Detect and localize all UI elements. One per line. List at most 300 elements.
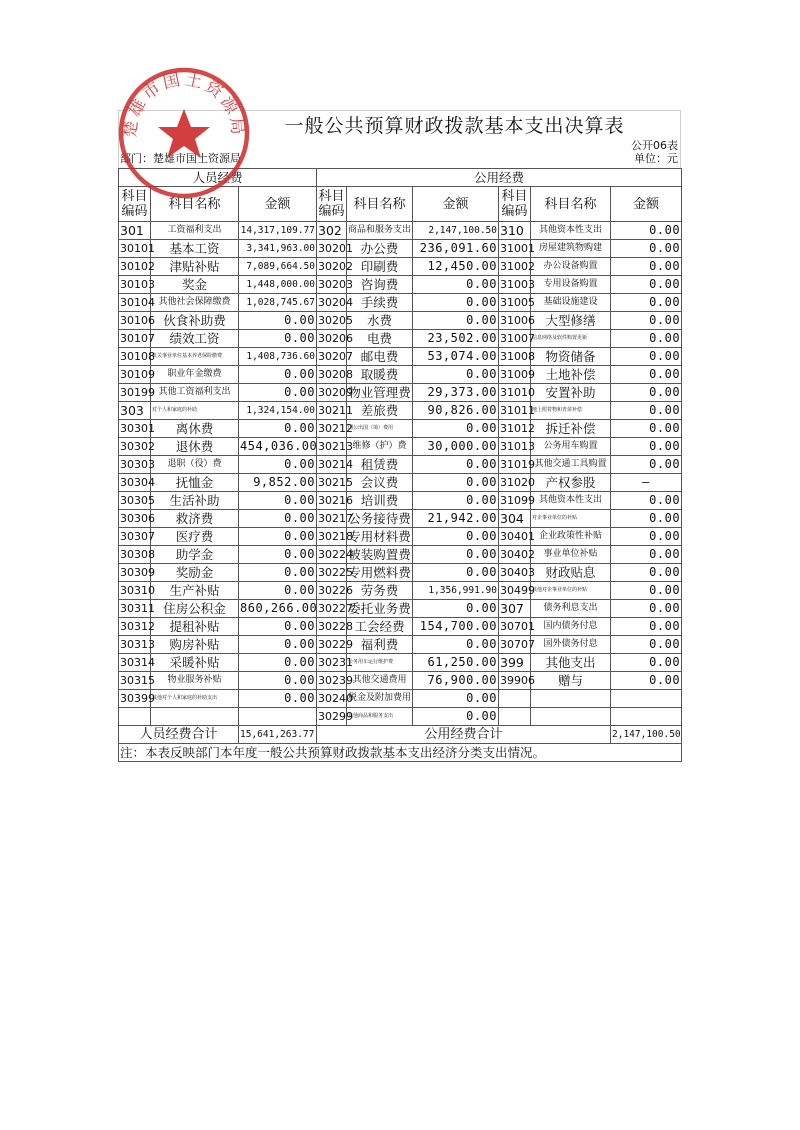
subject-name: 企业政策性补贴 <box>531 528 611 546</box>
subject-name: 赠与 <box>531 672 611 690</box>
name-header: 科目名称 <box>151 187 239 222</box>
subject-name: 印刷费 <box>347 258 413 276</box>
subject-amount: 0.00 <box>611 438 682 456</box>
subject-name: 事业单位补贴 <box>531 546 611 564</box>
subject-name: 抚恤金 <box>151 474 239 492</box>
table-row <box>119 564 682 582</box>
subject-amount: 0.00 <box>611 564 682 582</box>
subject-name: 奖励金 <box>151 564 239 582</box>
subject-name: 其他社会保障缴费 <box>151 294 239 312</box>
subject-code: 31009 <box>499 366 531 384</box>
subject-name: 信息网络及软件购置更新 <box>531 330 611 348</box>
subject-name: 咨询费 <box>347 276 413 294</box>
subject-code: 30101 <box>119 240 151 258</box>
seal-text: 楚雄市国土资源局 <box>120 69 248 139</box>
subject-code: 30215 <box>317 474 347 492</box>
subject-name: 水费 <box>347 312 413 330</box>
subject-name: 物业服务补贴 <box>151 672 239 690</box>
subject-amount: 29,373.00 <box>413 384 499 402</box>
table-row <box>119 456 682 474</box>
subject-amount: 7,089,664.50 <box>239 258 317 276</box>
subject-code: 30302 <box>119 438 151 456</box>
subject-name: 绩效工资 <box>151 330 239 348</box>
subject-code: 30305 <box>119 492 151 510</box>
subject-code: 31013 <box>499 438 531 456</box>
subject-amount: 0.00 <box>611 582 682 600</box>
table-row <box>119 636 682 654</box>
subject-amount: 21,942.00 <box>413 510 499 528</box>
subject-amount: 23,502.00 <box>413 330 499 348</box>
subject-amount: 2,147,100.50 <box>413 222 499 240</box>
subject-code: 31001 <box>499 240 531 258</box>
subject-code: 30103 <box>119 276 151 294</box>
subject-name: 被装购置费 <box>348 547 411 562</box>
subject-amount: 0.00 <box>611 240 682 258</box>
subject-code: 31019 <box>499 456 531 474</box>
personnel-total-amount: 15,641,263.77 <box>239 726 317 744</box>
subject-name: 工资福利支出 <box>151 222 239 240</box>
subject-code: 30206 <box>317 330 347 348</box>
subject-code: 30707 <box>499 636 531 654</box>
subject-name: 其他资本性支出 <box>531 222 611 240</box>
subject-code: 30224 <box>317 546 347 564</box>
subject-amount: 0.00 <box>239 510 317 528</box>
table-row <box>119 474 682 492</box>
table-row <box>119 384 682 402</box>
subject-amount: 0.00 <box>611 294 682 312</box>
subject-name: 手续费 <box>347 294 413 312</box>
subject-code: 30311 <box>119 600 151 618</box>
subject-name: 公务用车运行维护费 <box>347 654 413 672</box>
subject-amount: 0.00 <box>413 564 499 582</box>
subject-code: 30240 <box>317 690 347 708</box>
subject-code: 30108 <box>119 348 151 366</box>
subject-amount: 0.00 <box>413 600 499 618</box>
subject-code: 30204 <box>317 294 347 312</box>
subject-code: 30216 <box>317 492 347 510</box>
subject-code: 30499 <box>499 582 531 600</box>
subject-name <box>531 708 611 726</box>
subject-name: 租赁费 <box>347 456 413 474</box>
subject-name: 劳务费 <box>347 582 413 600</box>
subject-code: 30218 <box>317 528 347 546</box>
personnel-total-label: 人员经费合计 <box>119 726 239 744</box>
subject-code: 31020 <box>499 474 531 492</box>
subject-name: 物资储备 <box>531 348 611 366</box>
subject-code: 31005 <box>499 294 531 312</box>
personnel-header: 人员经费 <box>119 169 317 187</box>
subject-amount: 1,408,736.60 <box>239 348 317 366</box>
subject-amount: 14,317,109.77 <box>239 222 317 240</box>
subject-code: 30109 <box>119 366 151 384</box>
official-seal <box>116 65 252 201</box>
amount-header: 金额 <box>611 187 682 222</box>
subject-amount: 0.00 <box>239 528 317 546</box>
subject-code: 30403 <box>499 564 531 582</box>
subject-name: 电费 <box>347 330 413 348</box>
subject-name: 专用材料费 <box>348 529 411 544</box>
subject-code: 30315 <box>119 672 151 690</box>
subject-code: 30307 <box>119 528 151 546</box>
subject-code: 310 <box>499 222 531 240</box>
subject-code: 30217 <box>317 510 347 528</box>
subject-amount: 0.00 <box>413 312 499 330</box>
note-row <box>119 744 682 762</box>
subject-code: 30304 <box>119 474 151 492</box>
subject-amount: 0.00 <box>239 492 317 510</box>
subject-amount: 0.00 <box>413 636 499 654</box>
subject-code <box>499 690 531 708</box>
subject-amount: 0.00 <box>611 672 682 690</box>
subject-name: 国外债务付息 <box>531 636 611 654</box>
subject-amount: 0.00 <box>611 276 682 294</box>
subject-amount: 1,324,154.00 <box>239 402 317 420</box>
subject-amount: 90,826.00 <box>413 402 499 420</box>
subject-amount: 0.00 <box>413 420 499 438</box>
name-header: 科目名称 <box>347 187 413 222</box>
subject-name: 委托业务费 <box>348 601 411 616</box>
subject-amount: 0.00 <box>611 222 682 240</box>
subject-amount: 0.00 <box>239 564 317 582</box>
table-row <box>119 222 682 240</box>
table-row <box>119 330 682 348</box>
subject-code: 30104 <box>119 294 151 312</box>
subject-code: 30107 <box>119 330 151 348</box>
subject-code: 30102 <box>119 258 151 276</box>
subject-code: 30231 <box>317 654 347 672</box>
subject-amount <box>611 690 682 708</box>
subject-name: 生活补助 <box>151 492 239 510</box>
subject-amount: 0.00 <box>413 456 499 474</box>
subject-name: 退职（役）费 <box>151 456 239 474</box>
subject-name: 公务接待费 <box>348 511 411 526</box>
subject-amount: 1,448,000.00 <box>239 276 317 294</box>
table-row <box>119 582 682 600</box>
subject-code: 30399 <box>119 690 151 708</box>
subject-name: 债务利息支出 <box>531 600 611 618</box>
subject-amount: 0.00 <box>611 258 682 276</box>
subject-name: 其他对个人和家庭的补助支出 <box>151 690 239 708</box>
subject-code: 30106 <box>119 312 151 330</box>
subject-amount: 0.00 <box>239 582 317 600</box>
subject-amount: 0.00 <box>413 366 499 384</box>
subject-name: 其他资本性支出 <box>531 492 611 510</box>
subject-amount: 236,091.60 <box>413 240 499 258</box>
subject-code: 30212 <box>317 420 347 438</box>
subject-name: 伙食补助费 <box>151 312 239 330</box>
subject-amount: 0.00 <box>239 546 317 564</box>
subject-amount: 0.00 <box>239 672 317 690</box>
subject-name: 公务用车购置 <box>531 438 611 456</box>
subject-name: 国内债务付息 <box>531 618 611 636</box>
subject-amount: 154,700.00 <box>413 618 499 636</box>
name-header: 科目名称 <box>531 187 611 222</box>
table-row <box>119 276 682 294</box>
subject-amount: 0.00 <box>611 600 682 618</box>
subject-name: 其他商品和服务支出 <box>347 708 413 726</box>
table-row <box>119 546 682 564</box>
subject-amount: 0.00 <box>239 366 317 384</box>
subject-amount: 0.00 <box>413 528 499 546</box>
subject-code: 399 <box>499 654 531 672</box>
table-row <box>119 672 682 690</box>
subject-name: 其他工资福利支出 <box>151 384 239 402</box>
subject-amount: 0.00 <box>611 654 682 672</box>
subject-amount: 0.00 <box>239 312 317 330</box>
subject-amount: 0.00 <box>239 654 317 672</box>
expenditure-table <box>118 168 682 762</box>
subject-code: 31010 <box>499 384 531 402</box>
subject-name: 基础设施建设 <box>531 294 611 312</box>
subject-name: 土地补偿 <box>531 366 611 384</box>
subject-code: 30228 <box>317 618 347 636</box>
subject-amount: 0.00 <box>239 690 317 708</box>
subject-code <box>119 708 151 726</box>
subject-amount: 0.00 <box>413 546 499 564</box>
subject-name <box>531 690 611 708</box>
subject-amount: 3,341,963.00 <box>239 240 317 258</box>
subject-code: 30306 <box>119 510 151 528</box>
subject-code: 30229 <box>317 636 347 654</box>
subject-code: 30701 <box>499 618 531 636</box>
subject-code: 30201 <box>317 240 347 258</box>
subject-name: 会议费 <box>347 474 413 492</box>
subject-amount: 0.00 <box>611 312 682 330</box>
subject-name: 机关事业单位基本养老保险缴费 <box>151 348 239 366</box>
table-row <box>119 510 682 528</box>
code-header: 科目编码 <box>499 187 531 222</box>
subject-name: 津贴补贴 <box>151 258 239 276</box>
subject-code: 31099 <box>499 492 531 510</box>
table-row <box>119 654 682 672</box>
subject-name: 生产补贴 <box>151 582 239 600</box>
table-row <box>119 366 682 384</box>
subject-amount: 0.00 <box>413 276 499 294</box>
subject-amount: 0.00 <box>611 492 682 510</box>
subject-amount: 1,356,991.90 <box>413 582 499 600</box>
subject-name: 差旅费 <box>347 402 413 420</box>
subject-name: 办公费 <box>347 240 413 258</box>
subject-name: 医疗费 <box>151 528 239 546</box>
subject-name: 因公出国（境）费用 <box>347 420 413 438</box>
subject-code: 30213 <box>317 438 347 456</box>
subject-code <box>499 708 531 726</box>
subject-amount: 0.00 <box>611 402 682 420</box>
subject-amount: 0.00 <box>239 384 317 402</box>
subject-amount: 860,266.00 <box>239 600 317 618</box>
subject-name: 奖金 <box>151 276 239 294</box>
subject-code: 30209 <box>317 384 347 402</box>
subject-code: 30308 <box>119 546 151 564</box>
subject-name: 基本工资 <box>151 240 239 258</box>
subject-amount: — <box>611 474 682 492</box>
subject-code: 304 <box>499 510 531 528</box>
table-row <box>119 240 682 258</box>
subject-name: 培训费 <box>347 492 413 510</box>
amount-header: 金额 <box>413 187 499 222</box>
subject-code: 31011 <box>499 402 531 420</box>
subject-name: 产权参股 <box>531 474 611 492</box>
code-header: 科目编码 <box>119 187 151 222</box>
page-title: 一般公共预算财政拨款基本支出决算表 <box>284 115 625 137</box>
subject-name: 商品和服务支出 <box>347 222 413 240</box>
subject-name: 福利费 <box>347 636 413 654</box>
subject-amount: 454,036.00 <box>239 438 317 456</box>
subject-name: 救济费 <box>151 510 239 528</box>
subject-amount: 1,028,745.67 <box>239 294 317 312</box>
subject-code: 30314 <box>119 654 151 672</box>
subject-code: 30227 <box>317 600 347 618</box>
subject-code: 30202 <box>317 258 347 276</box>
subject-amount: 0.00 <box>413 294 499 312</box>
subject-amount: 0.00 <box>611 456 682 474</box>
subject-code: 30205 <box>317 312 347 330</box>
subject-code: 30199 <box>119 384 151 402</box>
subject-code: 302 <box>317 222 347 240</box>
table-row <box>119 258 682 276</box>
table-row <box>119 528 682 546</box>
subject-amount: 0.00 <box>239 420 317 438</box>
subject-code: 30239 <box>317 672 347 690</box>
subject-name: 大型修缮 <box>531 312 611 330</box>
public-total-label: 公用经费合计 <box>317 726 611 744</box>
table-row <box>119 402 682 420</box>
subject-name: 助学金 <box>151 546 239 564</box>
subject-amount: 61,250.00 <box>413 654 499 672</box>
subject-name: 其他交通费用 <box>347 672 413 690</box>
subject-code: 31007 <box>499 330 531 348</box>
subject-name: 提租补贴 <box>151 618 239 636</box>
subject-name: 住房公积金 <box>151 600 239 618</box>
subject-code: 31008 <box>499 348 531 366</box>
subject-code: 31002 <box>499 258 531 276</box>
table-row <box>119 600 682 618</box>
subject-name: 税金及附加费用 <box>347 690 413 708</box>
subject-name: 采暖补贴 <box>151 654 239 672</box>
document <box>118 110 681 762</box>
subject-code: 31012 <box>499 420 531 438</box>
subject-name: 专用燃料费 <box>348 565 411 580</box>
subject-code: 30401 <box>499 528 531 546</box>
public-total-amount: 2,147,100.50 <box>611 726 682 744</box>
table-note: 注：本表反映部门本年度一般公共预算财政拨款基本支出经济分类支出情况。 <box>119 744 682 762</box>
subject-name: 其他交通工具购置 <box>531 456 611 474</box>
subject-amount: 30,000.00 <box>413 438 499 456</box>
table-row <box>119 348 682 366</box>
subject-amount <box>239 708 317 726</box>
subject-amount: 0.00 <box>611 618 682 636</box>
subject-amount: 0.00 <box>611 636 682 654</box>
subject-code: 30312 <box>119 618 151 636</box>
subject-amount: 12,450.00 <box>413 258 499 276</box>
subject-amount: 0.00 <box>413 474 499 492</box>
subject-code: 31003 <box>499 276 531 294</box>
form-number: 公开06表 <box>631 139 678 152</box>
table-row <box>119 312 682 330</box>
subject-code: 39906 <box>499 672 531 690</box>
table-row <box>119 690 682 708</box>
subject-name <box>151 708 239 726</box>
subject-code: 30226 <box>317 582 347 600</box>
subject-name: 地上附着物和青苗补偿 <box>531 402 611 420</box>
subject-name: 购房补贴 <box>151 636 239 654</box>
subject-name: 专用设备购置 <box>531 276 611 294</box>
subject-code: 30309 <box>119 564 151 582</box>
subject-code: 31006 <box>499 312 531 330</box>
subject-name: 安置补助 <box>531 384 611 402</box>
subject-code: 30301 <box>119 420 151 438</box>
subject-name: 离休费 <box>151 420 239 438</box>
subject-amount: 0.00 <box>611 528 682 546</box>
subject-code: 30303 <box>119 456 151 474</box>
subject-name: 对企事业单位的补贴 <box>531 510 611 528</box>
subject-code: 30299 <box>317 708 347 726</box>
subject-code: 30211 <box>317 402 347 420</box>
subject-name: 拆迁补偿 <box>531 420 611 438</box>
subject-amount: 0.00 <box>611 546 682 564</box>
subject-amount: 0.00 <box>611 510 682 528</box>
subject-amount: 0.00 <box>239 636 317 654</box>
totals-row <box>119 726 682 744</box>
subject-code: 30310 <box>119 582 151 600</box>
subject-amount: 53,074.00 <box>413 348 499 366</box>
subject-amount: 0.00 <box>239 330 317 348</box>
subject-amount: 0.00 <box>239 618 317 636</box>
subject-code: 30313 <box>119 636 151 654</box>
subject-amount: 0.00 <box>611 384 682 402</box>
subject-name: 办公设备购置 <box>531 258 611 276</box>
subject-name: 对个人和家庭的补助 <box>151 402 239 420</box>
seal-star-icon <box>158 109 210 158</box>
public-header: 公用经费 <box>317 169 682 187</box>
table-row <box>119 420 682 438</box>
subject-amount: 0.00 <box>413 708 499 726</box>
subject-code: 30208 <box>317 366 347 384</box>
subject-name: 财政贴息 <box>531 564 611 582</box>
subject-amount: 0.00 <box>611 348 682 366</box>
subject-code: 301 <box>119 222 151 240</box>
subject-name: 工会经费 <box>347 618 413 636</box>
unit-label: 单位：元 <box>634 152 678 165</box>
subject-amount: 9,852.00 <box>239 474 317 492</box>
subject-amount: 0.00 <box>611 420 682 438</box>
subject-name: 取暖费 <box>347 366 413 384</box>
subject-code: 30214 <box>317 456 347 474</box>
amount-header: 金额 <box>239 187 317 222</box>
subject-amount: 0.00 <box>413 690 499 708</box>
subject-code: 30207 <box>317 348 347 366</box>
table-row <box>119 618 682 636</box>
table-row <box>119 294 682 312</box>
subject-name: 职业年金缴费 <box>151 366 239 384</box>
subject-code: 30225 <box>317 564 347 582</box>
subject-code: 30402 <box>499 546 531 564</box>
subject-amount: 76,900.00 <box>413 672 499 690</box>
department-label: 部门：楚雄市国土资源局 <box>120 152 241 165</box>
subject-amount: 0.00 <box>611 366 682 384</box>
subject-name: 其他支出 <box>531 654 611 672</box>
subject-code: 307 <box>499 600 531 618</box>
subject-amount <box>611 708 682 726</box>
subject-name: 物业管理费 <box>348 385 411 400</box>
subject-code: 30203 <box>317 276 347 294</box>
subject-name: 退休费 <box>151 438 239 456</box>
code-header: 科目编码 <box>317 187 347 222</box>
subject-name: 维修（护）费 <box>347 438 413 456</box>
subject-code: 303 <box>119 402 151 420</box>
subject-amount: 0.00 <box>239 456 317 474</box>
subject-name: 房屋建筑物购建 <box>531 240 611 258</box>
